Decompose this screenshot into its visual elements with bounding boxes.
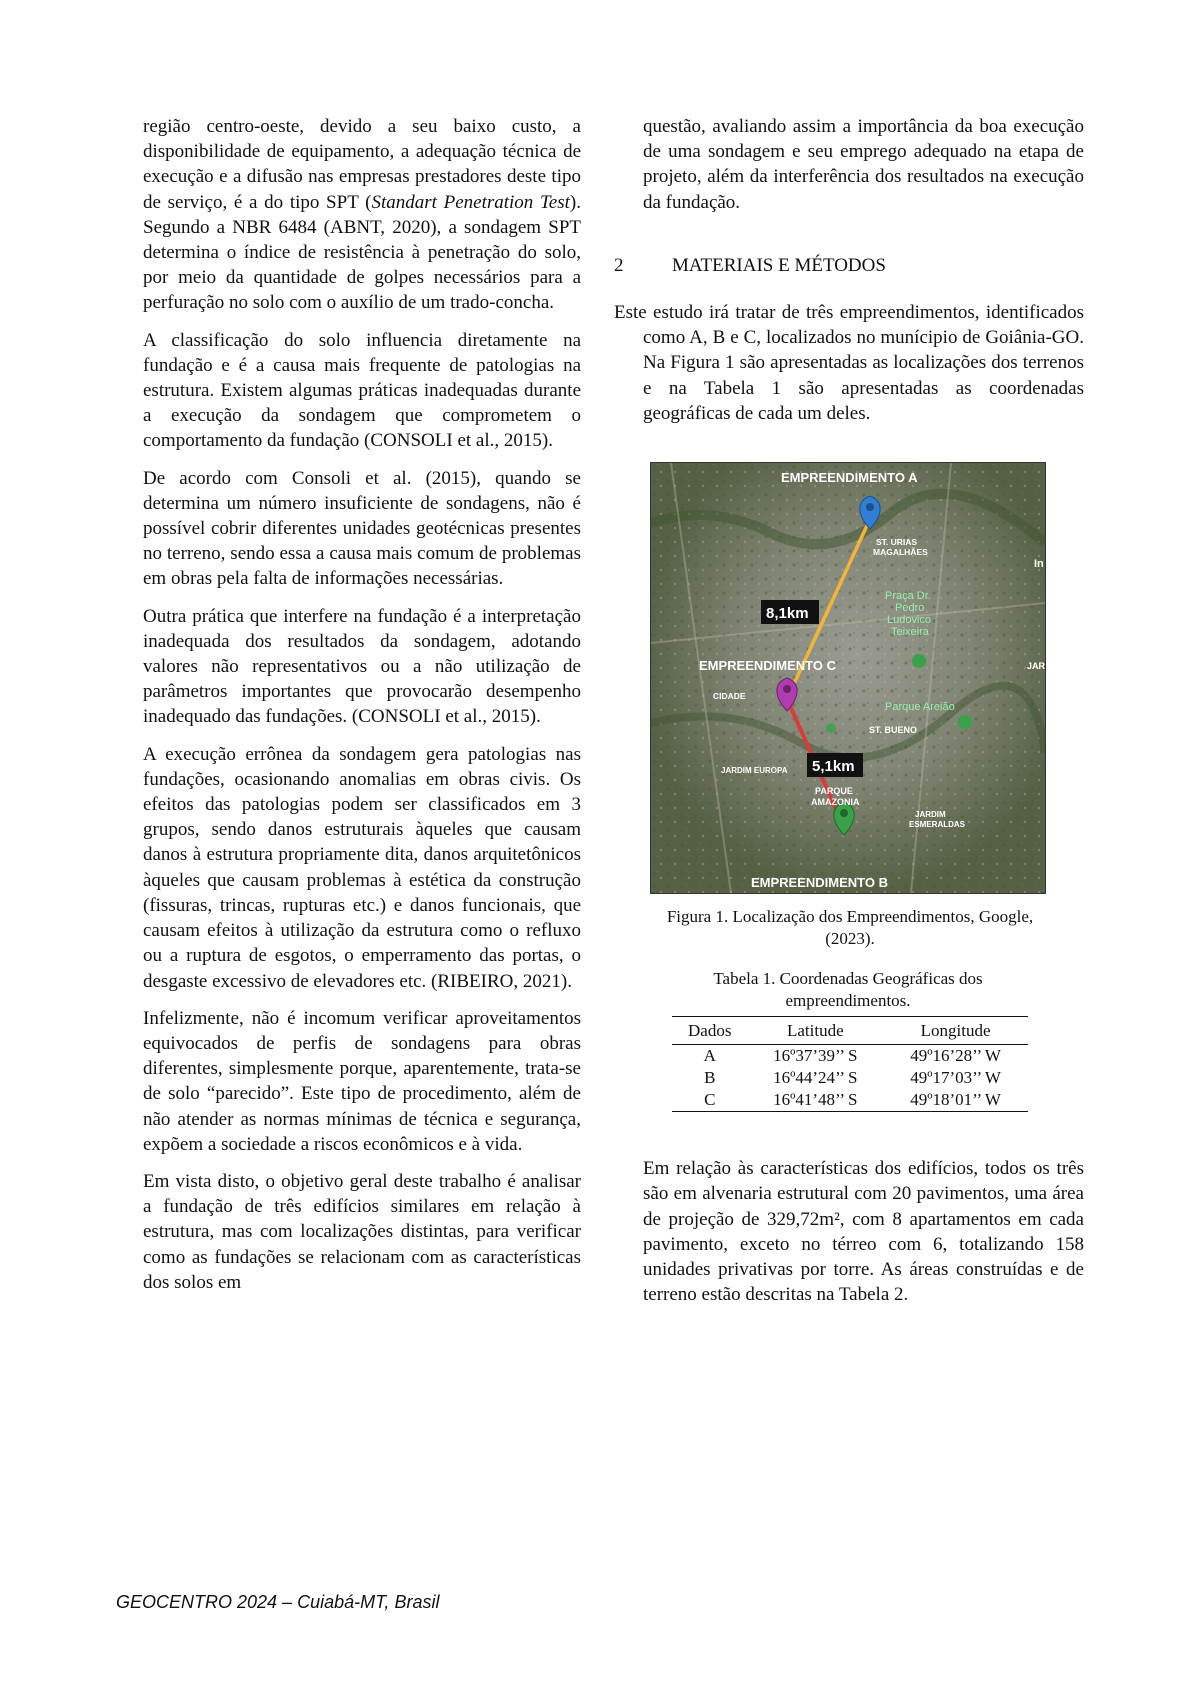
paragraph-1: região centro-oeste, devido a seu baixo custo, a disponibilidade de equipamento, a adequação técnica de execução e a difusão nas empresas prestadores deste tipo de serviço, é a do tipo SPT (Standart Penetration Test). Segundo a NBR 6484 (ABNT, 2020), a sondagem SPT determina o índice de resistência à penetração do solo, por meio da quantidade de golpes necessários para a perfuração no solo com o auxílio de um trado-concha. [143,116,581,314]
section-heading [614,253,1084,278]
header-longitude: Longitude [883,1017,1028,1045]
label-edge-in: In [1034,558,1044,571]
label-empreendimento-a: EMPREENDIMENTO A [781,470,918,486]
paragraph-7: Em vista disto, o objetivo geral deste trabalho é analisar a fundação de três edifícios similares em relação à estrutura, mas com localizações distintas, para verificar como as fundações se relacionam com as características dos solos em [143,1170,581,1293]
label-cidade: CIDADE [713,691,746,702]
right-column [614,114,1084,1319]
table-header-row [672,1017,1028,1045]
label-jardim-europa: JARDIM EUROPA [721,766,788,776]
paragraph-4: Outra prática que interfere na fundação é a interpretação inadequada dos resultados da sondagem, adotando valores não representativos ou a não utilização de parâmetros importantes que provocarão desempenho inadequado das fundações. (CONSOLI et al., 2015). [143,605,581,728]
label-amazonia: AMAZONIA [811,797,860,808]
label-praca-1: Praça Dr. [885,590,931,603]
table-row [672,1045,1028,1068]
label-edge-jar: JAR [1027,661,1045,672]
label-praca-3: Ludovico [887,614,932,627]
label-esmeraldas: ESMERALDAS [909,820,966,830]
label-praca-2: Pedro [895,602,925,615]
label-st-bueno: ST. BUENO [869,725,918,736]
cell-dados: C [672,1089,747,1112]
left-column [143,114,581,1307]
table-caption: Tabela 1. Coordenadas Geográficas dos empreendimentos. [713,969,983,1011]
intro-paragraph: questão, avaliando assim a importância da boa execução de uma sondagem e seu emprego adequado na etapa de projeto, além da interferência dos resultados na execução da fundação. [643,116,1084,213]
location-map [650,462,1046,894]
cell-dados: B [704,1068,716,1088]
label-parque-areiao: Parque Areião [885,701,955,714]
label-empreendimento-b: EMPREENDIMENTO B [751,875,888,891]
paragraph-6: Infelizmente, não é incomum verificar aproveitamentos equivocados de perfis de sondagens para obras diferentes, simplesmente porque, aparentemente, trata-se de solo “parecido”. Este tipo de procedimento, além de não atender as normas mínimas de técnica e segurança, expõem a sociedade a riscos econômicos e à vida. [143,1007,581,1155]
header-dados: Dados [672,1017,747,1045]
header-latitude: Latitude [747,1017,883,1045]
label-parque: PARQUE [815,786,853,797]
coordinates-table [672,1016,1028,1112]
table-row [672,1067,1028,1089]
italic-term: Standart Penetration Test [371,191,570,213]
figure-caption: Figura 1. Localização dos Empreendimentos, Google, (2023). [666,907,1034,949]
cell-longitude: 49º17’03’’ W [910,1068,1001,1088]
label-jardim: JARDIM [915,810,946,820]
cell-latitude: 16º41’48’’ S [747,1089,883,1112]
map-image [651,463,1045,893]
label-distance-ac: 8,1km [766,605,809,623]
cell-longitude: 49º16’28’’ W [910,1046,1001,1066]
table-row [672,1089,1028,1112]
cell-latitude: 16º37’39’’ S [773,1046,858,1066]
label-distance-cb: 5,1km [812,758,855,776]
page-footer: GEOCENTRO 2024 – Cuiabá-MT, Brasil [116,1592,440,1612]
section-title: MATERIAIS E MÉTODOS [672,254,886,276]
cell-longitude: 49º18’01’’ W [883,1089,1028,1112]
label-magalhaes: MAGALHÃES [873,547,928,558]
paragraph-2: A classificação do solo influencia diretamente na fundação e é a causa mais frequente de patologias na estrutura. Existem algumas práticas inadequadas durante a execução da sondagem que comprometem o comportamento da fundação (CONSOLI et al., 2015). [143,329,581,452]
cell-dados: A [703,1046,716,1066]
label-empreendimento-c: EMPREENDIMENTO C [699,658,836,674]
paragraph-5: A execução errônea da sondagem gera patologias nas fundações, ocasionando anomalias em obras civis. Os efeitos das patologias podem ser classificados em 3 grupos, sendo danos estruturais àqueles que causam danos à estrutura propriamente dita, danos arquitetônicos àqueles que causam problemas à estética da construção (fissuras, trincas, rupturas etc.) e danos funcionais, que causam efeitos à utilização da estrutura como o refluxo ou a ruptura de esgotos, o emperramento das portas, o desgaste excessivo de elevadores etc. (RIBEIRO, 2021). [143,743,581,992]
label-urias: ST. URIAS [876,537,918,548]
methods-paragraph: Este estudo irá tratar de três empreendimentos, identificados como A, B e C, localizados no munícipio de Goiânia-GO. Na Figura 1 são apresentadas as localizações dos terrenos e na Tabela 1 são apresentadas as coordenadas geográficas de cada um deles. [614,302,1084,424]
closing-paragraph: Em relação às características dos edifícios, todos os três são em alvenaria estrutural com 20 pavimentos, uma área de projeção de 329,72m², com 8 apartamentos em cada pavimento, exceto no térreo com 6, totalizando 158 unidades privativas por torre. As áreas construídas e de terreno estão descritas na Tabela 2. [643,1158,1084,1306]
section-number: 2 [614,254,624,276]
paragraph-3: De acordo com Consoli et al. (2015), quando se determina um número insuficiente de sondagens, não é possível cobrir diferentes unidades geotécnicas presentes no terreno, sendo essa a causa mais comum de problemas em obras pela falta de informações necessárias. [143,467,581,590]
label-praca-4: Teixeira [891,626,929,639]
cell-latitude: 16º44’24’’ S [773,1068,858,1088]
